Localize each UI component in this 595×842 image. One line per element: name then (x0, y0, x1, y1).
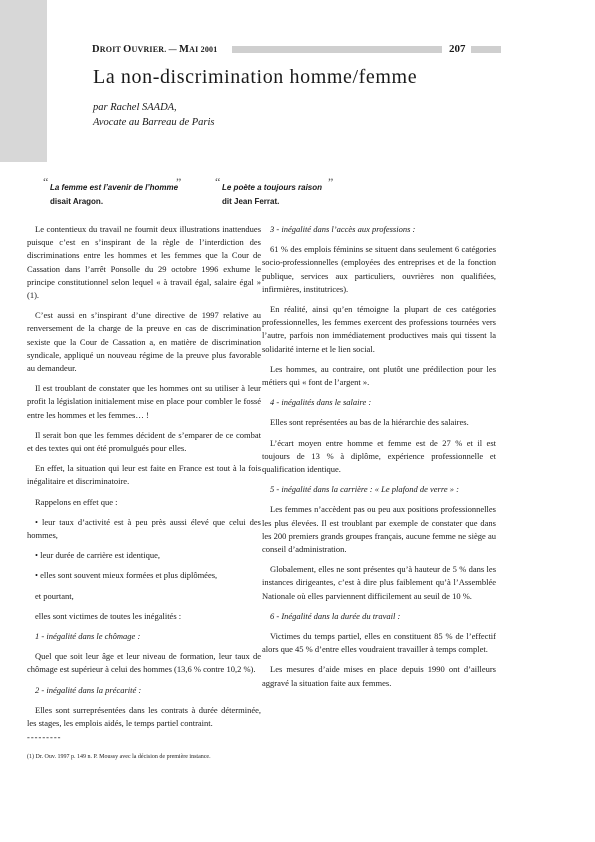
paragraph: Elles sont surreprésentées dans les contrats à durée déterminée, les stages, les emplois aidés, le temps partiel contraint. (27, 704, 261, 729)
open-quote-icon: “ (43, 175, 49, 189)
section-heading: 6 - Inégalité dans la durée du travail : (270, 610, 401, 621)
paragraph: Il est troublant de constater que les hommes ont su utiliser à leur profit la législation initialement mise en place pour combler le fossé entre les hommes et les femmes… ! (27, 383, 261, 420)
paragraph: 61 % des emplois féminins se situent dans seulement 6 catégories socio-professionnelles (employées des entreprises et de la fonction publique, services aux particuliers, ouvrières non qualifiées, infirmières, institutrices). (262, 244, 496, 294)
paragraph: elles sont victimes de toutes les inégalités : (35, 610, 182, 621)
left-column (27, 223, 261, 769)
author-name: par Rachel SAADA, (93, 102, 177, 113)
epigraph-text: La femme est l’avenir de l’homme (50, 183, 179, 192)
corner-decoration (0, 0, 47, 162)
paragraph: Victimes du temps partiel, elles en constituent 85 % de l’effectif alors que 45 % d’entre elles voudraient travailler à temps complet. (262, 631, 496, 655)
author-block (93, 100, 215, 130)
journal-cap2: O (123, 44, 132, 55)
paragraph: Il serait bon que les femmes décident de s’emparer de ce combat et des textes qui ont été promulgués pour elles. (27, 429, 261, 454)
paragraph: Les hommes, au contraire, ont plutôt une prédilection pour les métiers qui « font de l’argent ». (262, 363, 496, 388)
journal-rest3: AI 2001 (189, 45, 218, 54)
bullet-item: • leur durée de carrière est identique, (35, 550, 160, 561)
paragraph: Les mesures d’aide mises en place depuis 1990 ont d’ailleurs aggravé la situation faite aux femmes. (262, 664, 496, 688)
section-heading: 3 - inégalité dans l’accès aux professions : (270, 224, 416, 234)
header-rule-right (471, 46, 501, 53)
section-heading: 2 - inégalité dans la précarité : (35, 684, 142, 695)
paragraph: Rappelons en effet que : (35, 496, 118, 507)
paragraph: C’est aussi en s’inspirant d’une directive de 1997 relative au renversement de la charge de la preuve en cas de discrimination sexiste que la Cour de Cassation a, en matière de discrimination syndicale, appliqué un nouveau régime de la preuve plus favorable au demandeur. (27, 310, 261, 374)
paragraph: Elles sont représentées au bas de la hiérarchie des salaires. (270, 417, 469, 428)
journal-rest: ROIT (99, 45, 124, 54)
paragraph: Quel que soit leur âge et leur niveau de formation, leur taux de chômage est supérieur à celui des hommes (13,6 % contre 10,2 %). (27, 651, 261, 675)
epigraph-attribution: dit Jean Ferrat. (222, 197, 280, 206)
open-quote-icon: “ (215, 175, 221, 189)
journal-cap: D (92, 44, 100, 55)
bullet-item: • leur taux d’activité est à peu près aussi élevé que celui des hommes, (27, 516, 261, 541)
footnote: (1) Dr. Ouv. 1997 p. 149 n. P. Moussy avec la décision de première instance. (27, 753, 211, 760)
article-title: La non-discrimination homme/femme (93, 66, 418, 88)
right-column (262, 223, 496, 697)
section-heading: 1 - inégalité dans le chômage : (35, 631, 141, 642)
author-affiliation: Avocate au Barreau de Paris (93, 117, 215, 128)
paragraph: Globalement, elles ne sont présentes qu’à hauteur de 5 % dans les instances dirigeantes, c’est à dire plus faiblement qu’à l’Assemblée Nationale où elles parviennent difficilement au seuil de 10 %. (262, 564, 496, 601)
journal-header (92, 44, 217, 55)
journal-cap3: M (179, 44, 190, 55)
journal-rest2: UVRIER. — (131, 45, 180, 54)
header-rule (232, 46, 442, 53)
section-heading: 5 - inégalité dans la carrière : « Le plafond de verre » : (270, 484, 459, 495)
paragraph: Le contentieux du travail ne fournit deux illustrations inattendues puisque c’est en s’inspirant de la règle de l’interdiction des discriminations entre les hommes et les femmes que la Cour de Cassation dans l’arrêt Ponsolle du 29 octobre 1996 exhume le principe constitutionnel selon lequel « à travail égal, salaire égal » (1). (27, 224, 261, 301)
paragraph: Les femmes n’accèdent pas ou peu aux positions professionnelles les plus élevées. Il est troublant par exemple de constater que dans les 200 premiers grands groupes français, aucune femme ne siège au conseil d’administration. (262, 504, 496, 555)
page-number: 207 (449, 43, 466, 55)
epigraph-attribution: disait Aragon. (50, 197, 104, 206)
paragraph: L’écart moyen entre homme et femme est de 27 % et il est toujours de 13 % à diplôme, expérience professionnelle et qualification identique. (262, 437, 496, 475)
close-quote-icon: ” (176, 175, 182, 189)
epigraph-text: Le poète a toujours raison (222, 183, 323, 192)
paragraph: En effet, la situation qui leur est faite en France est tout à la fois inégalitaire et discriminatoire. (27, 463, 261, 487)
footnote-separator: --------- (27, 732, 62, 743)
epigraph-aragon (43, 175, 195, 209)
bullet-item: • elles sont souvent mieux formées et plus diplômées, (35, 570, 218, 581)
paragraph: et pourtant, (35, 590, 74, 601)
close-quote-icon: ” (328, 175, 334, 189)
epigraph-ferrat (215, 175, 347, 209)
paragraph: En réalité, ainsi qu’en témoigne la plupart de ces catégories professionnelles, les femmes exercent des professions tournées vers l’autre, parfois non immédiatement productives mais qui tissent la solidarité interne et le lien social. (262, 304, 496, 354)
section-heading: 4 - inégalités dans le salaire : (270, 397, 372, 408)
